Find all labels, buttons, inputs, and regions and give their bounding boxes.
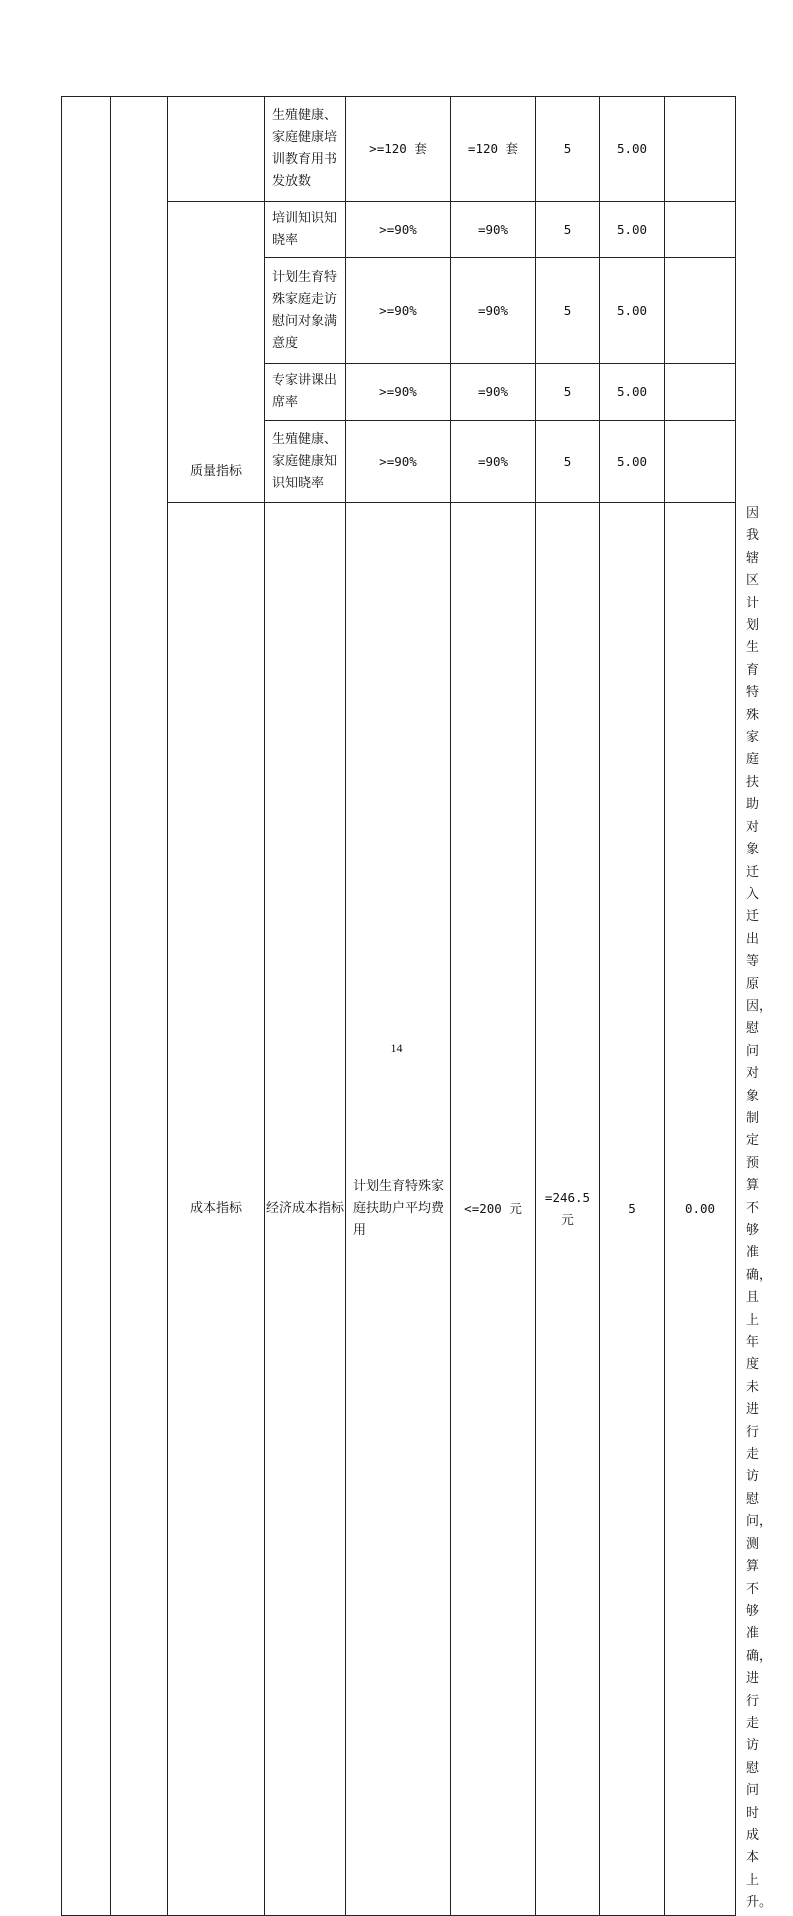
note-cell	[665, 202, 736, 258]
weight-value: 5	[536, 421, 600, 503]
secondary-category-cell	[111, 97, 168, 1916]
note-cell	[665, 364, 736, 421]
target-value: >=90%	[346, 258, 451, 364]
table-row: 成本指标 经济成本指标 计划生育特殊家庭扶助户平均费用 <=200 元 =246.5 元 5 0.00 因我辖区计划生育特殊家庭扶助对象迁入迁出等原因，慰问对象制定预算不够准确，且上年度未进行走访慰问，测算不够准确，进行走访慰问时成本上升。	[62, 503, 736, 1916]
score-value: 5.00	[600, 421, 665, 503]
weight-value: 5	[600, 503, 665, 1916]
indicator-name: 计划生育特殊家庭走访慰问对象满意度	[265, 258, 346, 364]
weight-value: 5	[536, 364, 600, 421]
target-value: >=90%	[346, 202, 451, 258]
score-value: 5.00	[600, 364, 665, 421]
target-value: >=90%	[346, 364, 451, 421]
actual-value: =90%	[451, 364, 536, 421]
economic-cost-indicator-label: 经济成本指标	[265, 503, 346, 1916]
weight-value: 5	[536, 97, 600, 202]
performance-table	[61, 96, 773, 1916]
note-cell	[665, 97, 736, 202]
actual-value: =90%	[451, 202, 536, 258]
note-cell	[665, 421, 736, 503]
actual-value: =120 套	[451, 97, 536, 202]
note-cell	[665, 258, 736, 364]
weight-value: 5	[536, 202, 600, 258]
score-value: 5.00	[600, 97, 665, 202]
tertiary-category-cell	[168, 97, 265, 202]
target-value: <=200 元	[451, 503, 536, 1916]
weight-value: 5	[536, 258, 600, 364]
actual-value: =246.5 元	[536, 503, 600, 1916]
indicator-name: 专家讲课出席率	[265, 364, 346, 421]
score-value: 5.00	[600, 202, 665, 258]
actual-value: =90%	[451, 258, 536, 364]
target-value: >=90%	[346, 421, 451, 503]
indicator-name: 培训知识知晓率	[265, 202, 346, 258]
score-value: 5.00	[600, 258, 665, 364]
score-value: 0.00	[665, 503, 736, 1916]
target-value: >=120 套	[346, 97, 451, 202]
primary-category-cell	[62, 97, 111, 1916]
table-row	[62, 97, 736, 202]
cost-indicator-label: 成本指标	[168, 503, 265, 1916]
indicator-name: 计划生育特殊家庭扶助户平均费用	[346, 503, 451, 1916]
page-number: 14	[390, 1041, 403, 1055]
indicator-name: 生殖健康、家庭健康知识知晓率	[265, 421, 346, 503]
actual-value: =90%	[451, 421, 536, 503]
indicator-name: 生殖健康、家庭健康培训教育用书发放数	[265, 97, 346, 202]
quality-indicator-label: 质量指标	[168, 202, 265, 503]
